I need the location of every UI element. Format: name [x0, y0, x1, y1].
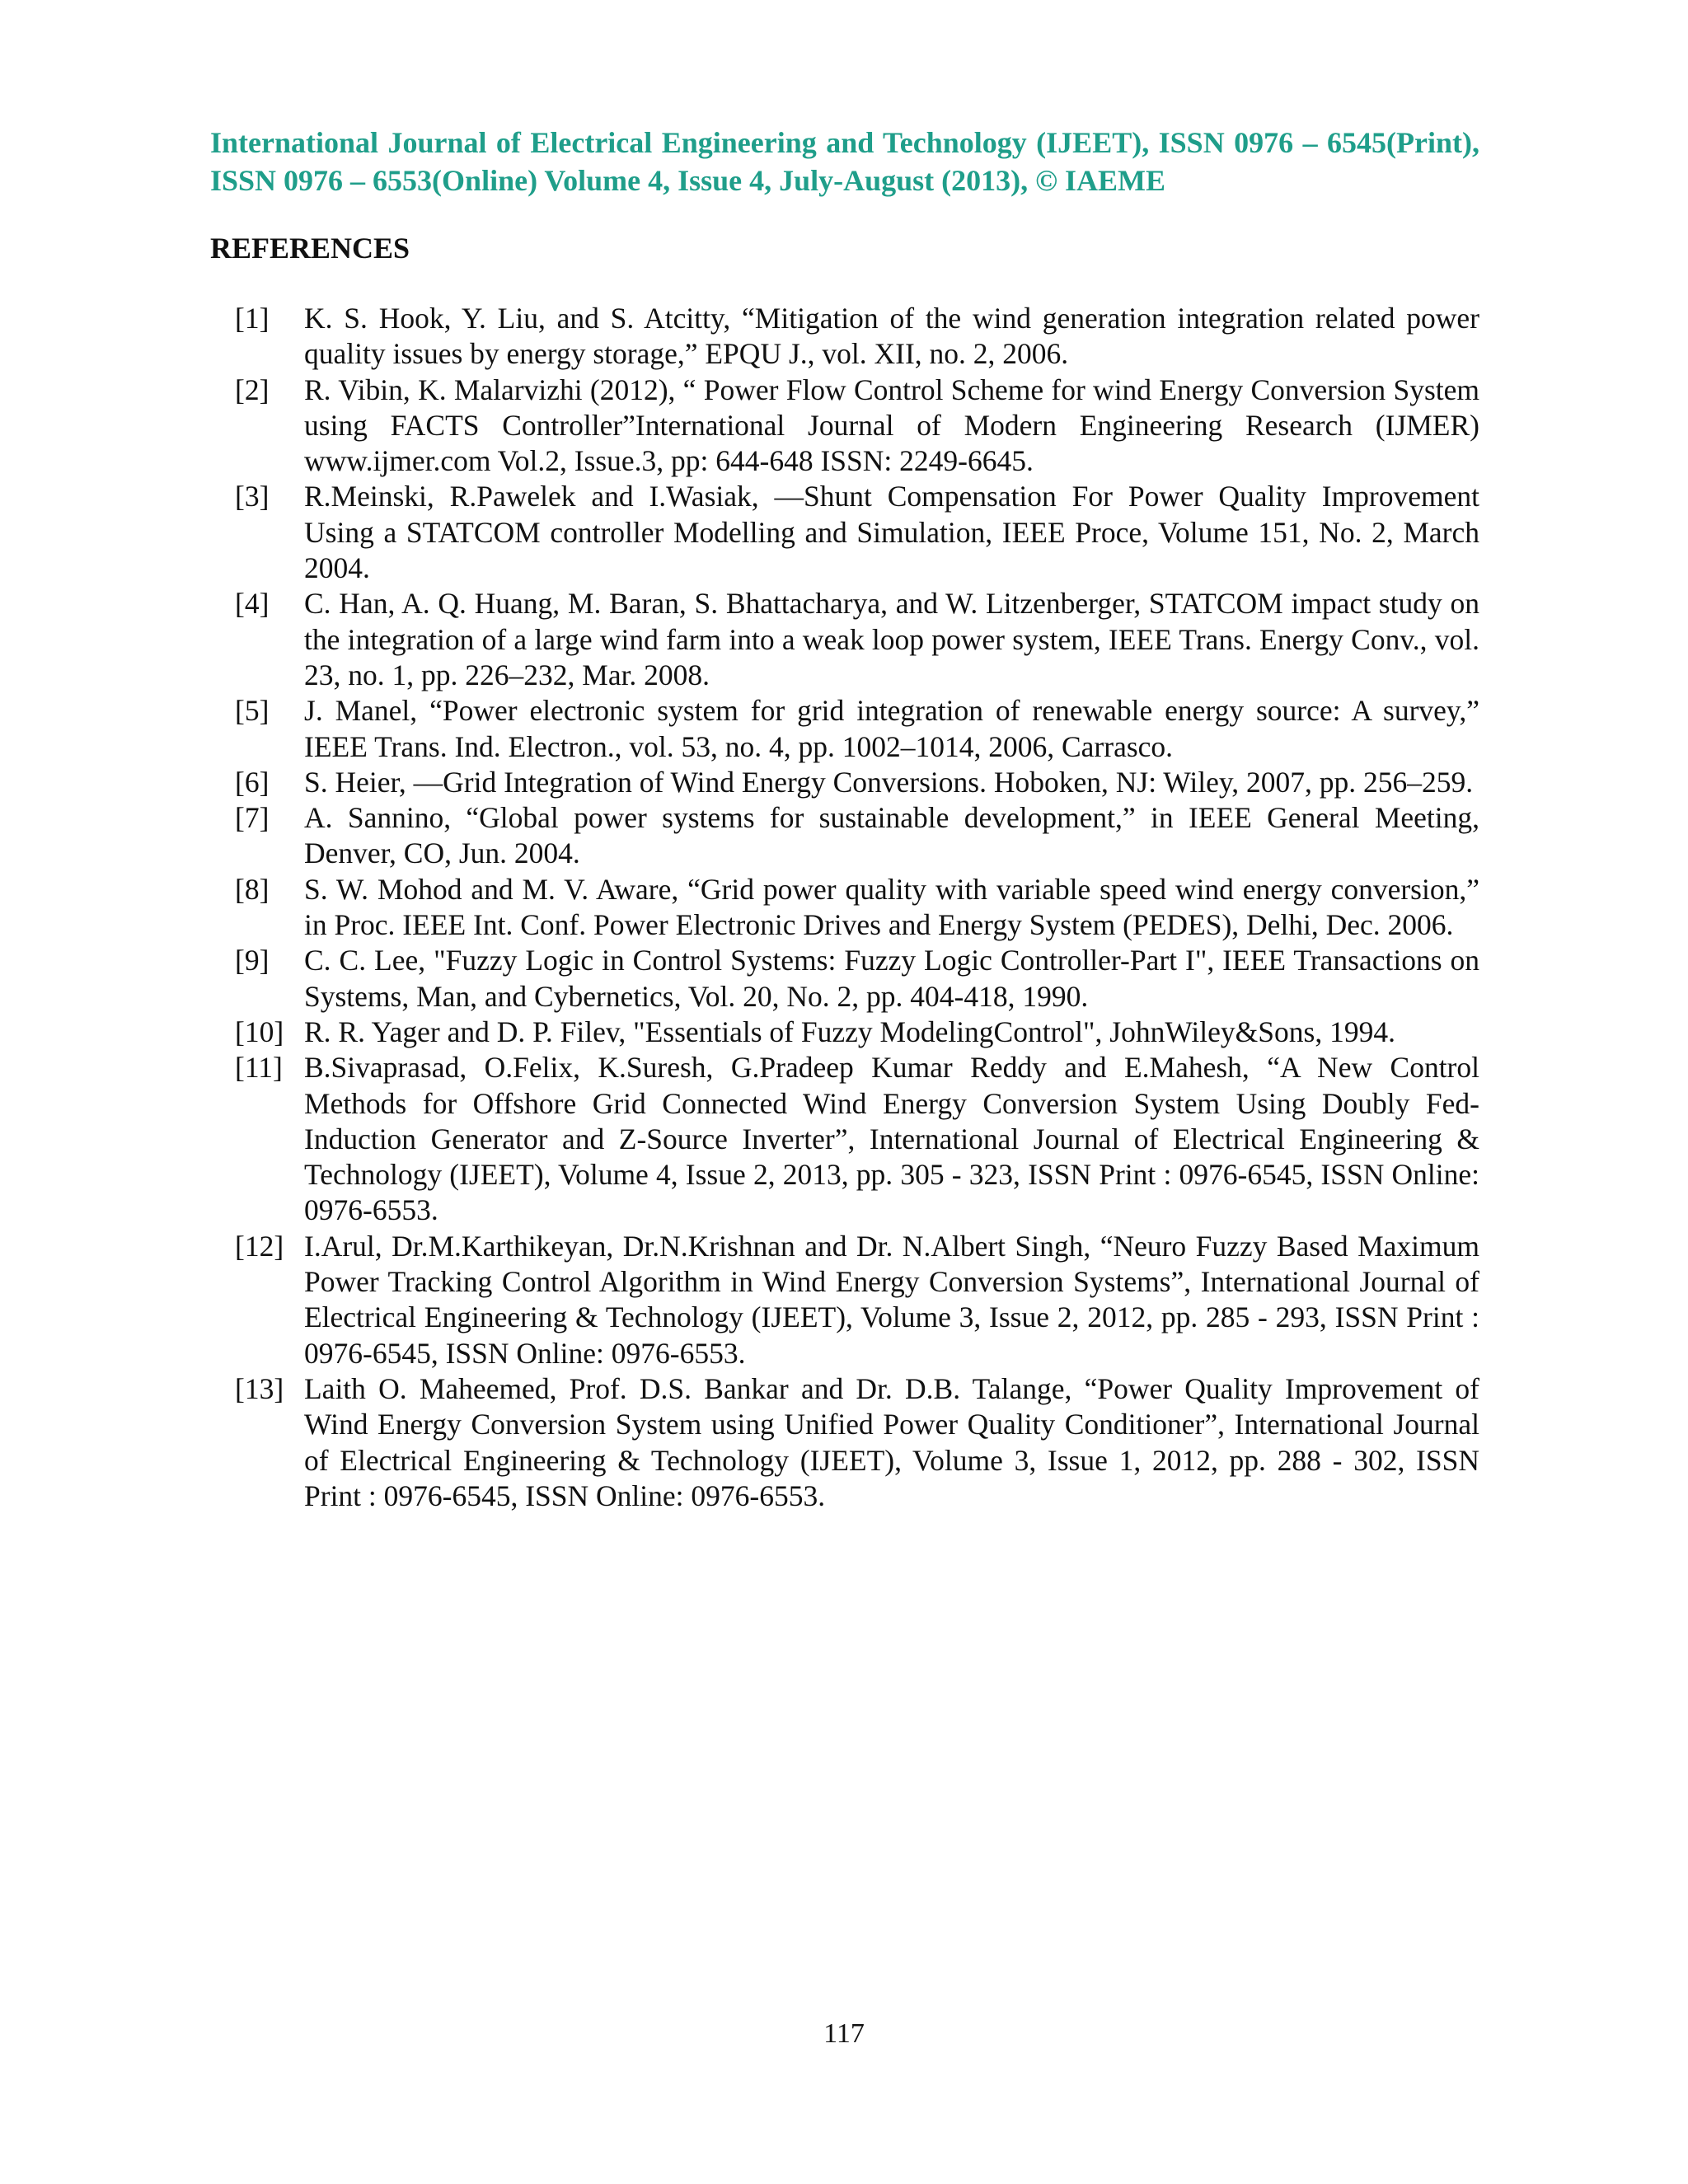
reference-number: [2] — [235, 373, 270, 406]
reference-text: A. Sannino, “Global power systems for sustainable development,” in IEEE General Meeting, Denver, CO, Jun. 2004. — [304, 801, 1479, 870]
reference-number: [13] — [235, 1371, 284, 1405]
reference-text: K. S. Hook, Y. Liu, and S. Atcitty, “Mitigation of the wind generation integration related power quality issues by energy storage,” EPQU J., vol. XII, no. 2, 2006. — [304, 302, 1479, 371]
reference-item-13 — [235, 1371, 1479, 1514]
reference-item-5 — [235, 693, 1479, 765]
reference-text: C. C. Lee, "Fuzzy Logic in Control Systems: Fuzzy Logic Controller-Part I", IEEE Transactions on Systems, Man, and Cybernetics, Vol. 20, No. 2, pp. 404-418, 1990. — [304, 944, 1479, 1013]
reference-number: [12] — [235, 1229, 284, 1263]
reference-number: [9] — [235, 944, 270, 977]
reference-item-11 — [235, 1050, 1479, 1228]
reference-text: S. W. Mohod and M. V. Aware, “Grid power quality with variable speed wind energy conversion,” in Proc. IEEE Int. Conf. Power Electronic Drives and Energy System (PEDES), Delhi, Dec. 2006. — [304, 872, 1479, 942]
reference-number: [4] — [235, 587, 270, 621]
reference-text: B.Sivaprasad, O.Felix, K.Suresh, G.Pradeep Kumar Reddy and E.Mahesh, “A New Control Methods for Offshore Grid Connected Wind Energy Conversion System Using Doubly Fed-Induction Generator and Z-Source Inverter”, International Journal of Electrical Engineering & Technology (IJEET), Volume 4, Issue 2, 2013, pp. 305 - 323, ISSN Print : 0976-6545, ISSN Online: 0976-6553. — [304, 1051, 1479, 1227]
reference-item-2 — [235, 373, 1479, 480]
reference-number: [7] — [235, 801, 270, 835]
reference-item-7 — [235, 800, 1479, 872]
reference-text: J. Manel, “Power electronic system for grid integration of renewable energy source: A survey,” IEEE Trans. Ind. Electron., vol. 53, no. 4, pp. 1002–1014, 2006, Carrasco. — [304, 694, 1479, 763]
reference-item-3 — [235, 479, 1479, 586]
reference-number: [6] — [235, 765, 270, 799]
reference-item-10 — [235, 1015, 1479, 1050]
reference-number: [8] — [235, 872, 270, 906]
reference-item-12 — [235, 1229, 1479, 1371]
reference-list — [235, 301, 1479, 1514]
reference-text: C. Han, A. Q. Huang, M. Baran, S. Bhattacharya, and W. Litzenberger, STATCOM impact study on the integration of a large wind farm into a weak loop power system, IEEE Trans. Energy Conv., vol. 23, no. 1, pp. 226–232, Mar. 2008. — [304, 587, 1479, 691]
reference-number: [1] — [235, 302, 270, 335]
journal-header: International Journal of Electrical Engineering and Technology (IJEET), ISSN 0976 – 6545(Print), ISSN 0976 – 6553(Online) Volume 4, Issue 4, July-August (2013), © IAEME — [210, 126, 1479, 197]
reference-item-9 — [235, 943, 1479, 1015]
reference-text: R. R. Yager and D. P. Filev, "Essentials of Fuzzy ModelingControl", JohnWiley&Sons, 1994. — [304, 1015, 1395, 1048]
reference-item-6 — [235, 765, 1479, 800]
reference-text: Laith O. Maheemed, Prof. D.S. Bankar and Dr. D.B. Talange, “Power Quality Improvement of Wind Energy Conversion System using Unified Power Quality Conditioner”, International Journal of Electrical Engineering & Technology (IJEET), Volume 3, Issue 1, 2012, pp. 288 - 302, ISSN Print : 0976-6545, ISSN Online: 0976-6553. — [304, 1371, 1479, 1512]
reference-text: S. Heier, ―Grid Integration of Wind Energy Conversions. Hoboken, NJ: Wiley, 2007, pp. 256–259. — [304, 765, 1474, 799]
page-number: 117 — [823, 2018, 865, 2049]
reference-text: R.Meinski, R.Pawelek and I.Wasiak, ―Shunt Compensation For Power Quality Improvement Using a STATCOM controller Modelling and Simulation, IEEE Proce, Volume 151, No. 2, March 2004. — [304, 480, 1479, 585]
reference-item-1 — [235, 301, 1479, 373]
reference-item-8 — [235, 872, 1479, 944]
reference-number: [5] — [235, 694, 270, 728]
reference-number: [3] — [235, 480, 270, 513]
reference-number: [11] — [235, 1051, 283, 1085]
reference-number: [10] — [235, 1015, 284, 1048]
reference-item-4 — [235, 586, 1479, 693]
references-heading: REFERENCES — [210, 232, 410, 265]
reference-text: R. Vibin, K. Malarvizhi (2012), “ Power Flow Control Scheme for wind Energy Conversion System using FACTS Controller”International Journal of Modern Engineering Research (IJMER) www.ijmer.com Vol.2, Issue.3, pp: 644-648 ISSN: 2249-6645. — [304, 373, 1479, 478]
reference-text: I.Arul, Dr.M.Karthikeyan, Dr.N.Krishnan and Dr. N.Albert Singh, “Neuro Fuzzy Based Maximum Power Tracking Control Algorithm in Wind Energy Conversion Systems”, International Journal of Electrical Engineering & Technology (IJEET), Volume 3, Issue 2, 2012, pp. 285 - 293, ISSN Print : 0976-6545, ISSN Online: 0976-6553. — [304, 1229, 1479, 1370]
